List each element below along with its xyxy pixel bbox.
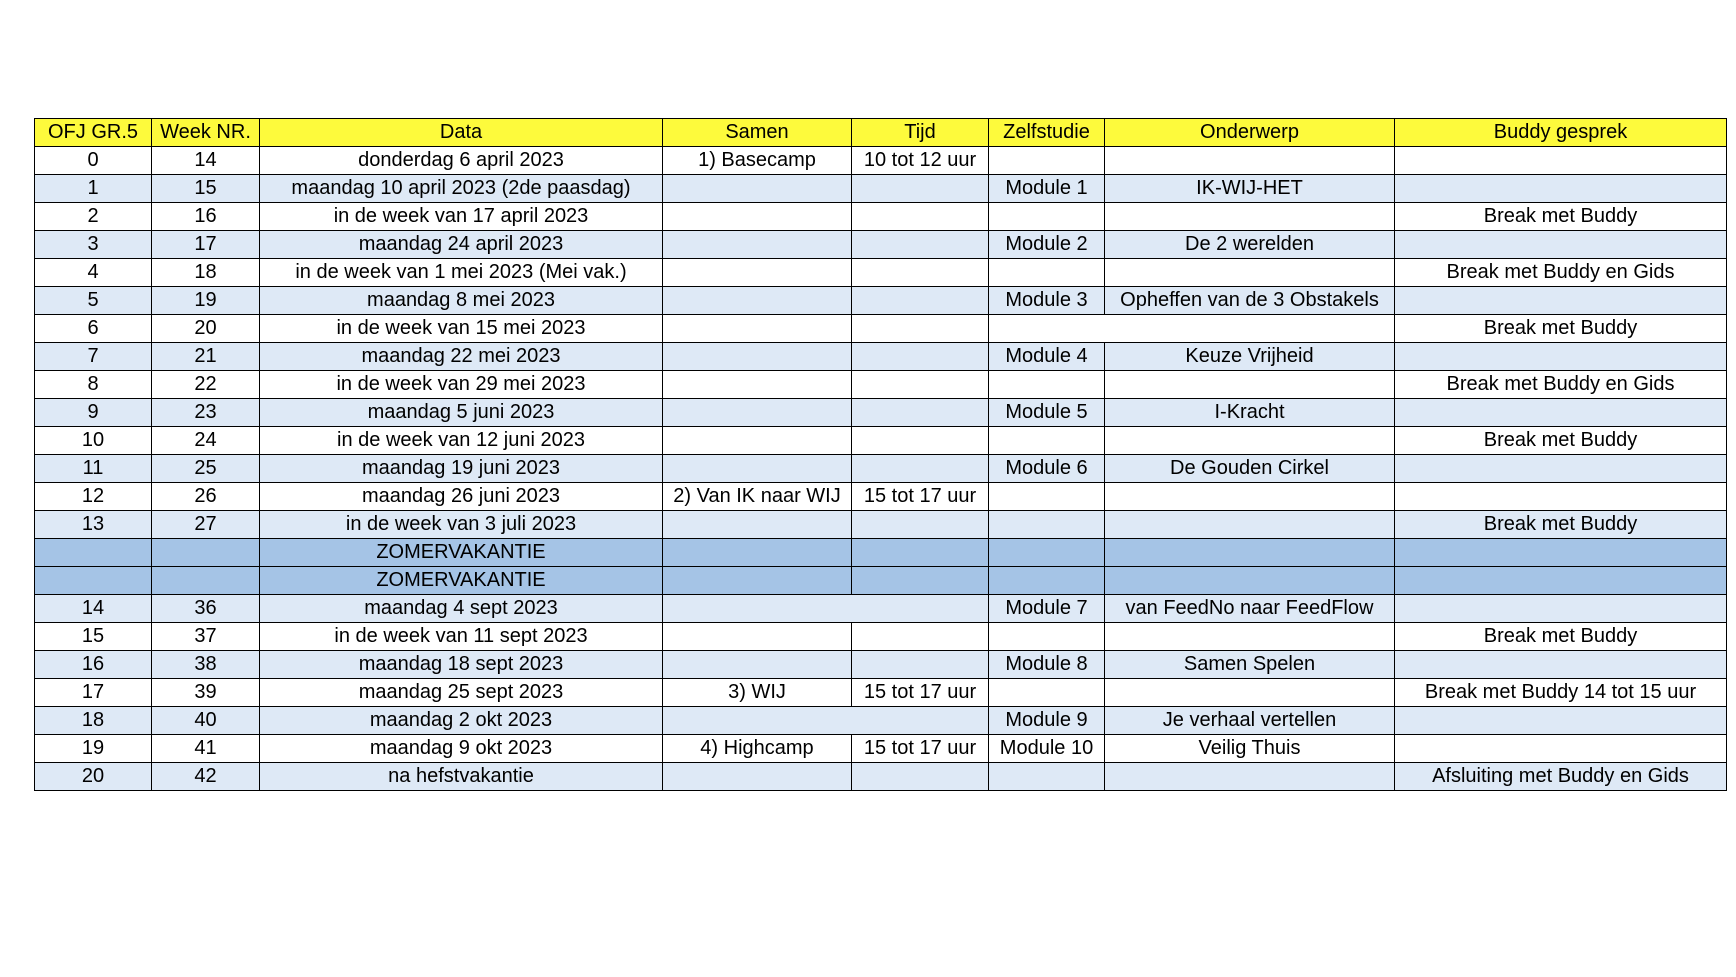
cell-ofj: 8 — [35, 371, 152, 399]
cell-buddy — [1395, 399, 1727, 427]
cell-samen — [663, 315, 852, 343]
cell-data: maandag 5 juni 2023 — [260, 399, 663, 427]
table-body — [35, 147, 1727, 791]
cell-buddy — [1395, 175, 1727, 203]
header-data: Data — [260, 119, 663, 147]
cell-samen — [663, 427, 852, 455]
cell-onderwerp — [1105, 623, 1395, 651]
cell-week: 37 — [152, 623, 260, 651]
cell-onderwerp: Samen Spelen — [1105, 651, 1395, 679]
cell-buddy: Break met Buddy — [1395, 511, 1727, 539]
cell-week: 39 — [152, 679, 260, 707]
cell-samen: 3) WIJ — [663, 679, 852, 707]
table-row — [35, 679, 1727, 707]
table-row — [35, 539, 1727, 567]
cell-week: 20 — [152, 315, 260, 343]
cell-zelfstudie: Module 8 — [989, 651, 1105, 679]
cell-ofj: 15 — [35, 623, 152, 651]
cell-samen — [663, 455, 852, 483]
cell-zelfstudie — [989, 315, 1395, 343]
cell-samen — [663, 399, 852, 427]
cell-onderwerp — [1105, 427, 1395, 455]
cell-samen: 4) Highcamp — [663, 735, 852, 763]
cell-week: 42 — [152, 763, 260, 791]
cell-samen — [663, 259, 852, 287]
table-row — [35, 483, 1727, 511]
table-row — [35, 735, 1727, 763]
cell-samen: 1) Basecamp — [663, 147, 852, 175]
table-row — [35, 315, 1727, 343]
cell-data: ZOMERVAKANTIE — [260, 539, 663, 567]
cell-data: maandag 19 juni 2023 — [260, 455, 663, 483]
cell-samen — [663, 511, 852, 539]
cell-data: ZOMERVAKANTIE — [260, 567, 663, 595]
cell-zelfstudie — [989, 567, 1105, 595]
table-row — [35, 203, 1727, 231]
cell-onderwerp: De 2 werelden — [1105, 231, 1395, 259]
cell-week: 27 — [152, 511, 260, 539]
cell-data: maandag 8 mei 2023 — [260, 287, 663, 315]
cell-data: maandag 26 juni 2023 — [260, 483, 663, 511]
cell-week: 14 — [152, 147, 260, 175]
cell-tijd — [852, 231, 989, 259]
cell-samen — [663, 567, 852, 595]
table-row — [35, 595, 1727, 623]
table-row — [35, 511, 1727, 539]
cell-samen — [663, 595, 989, 623]
cell-week — [152, 567, 260, 595]
cell-onderwerp — [1105, 763, 1395, 791]
cell-buddy — [1395, 287, 1727, 315]
cell-zelfstudie — [989, 203, 1105, 231]
cell-onderwerp — [1105, 259, 1395, 287]
cell-data: maandag 10 april 2023 (2de paasdag) — [260, 175, 663, 203]
cell-tijd — [852, 399, 989, 427]
cell-buddy — [1395, 455, 1727, 483]
cell-data: maandag 25 sept 2023 — [260, 679, 663, 707]
cell-tijd — [852, 455, 989, 483]
cell-tijd — [852, 763, 989, 791]
cell-zelfstudie — [989, 427, 1105, 455]
cell-data: na hefstvakantie — [260, 763, 663, 791]
cell-data: in de week van 3 juli 2023 — [260, 511, 663, 539]
cell-week: 36 — [152, 595, 260, 623]
cell-zelfstudie: Module 3 — [989, 287, 1105, 315]
cell-ofj: 0 — [35, 147, 152, 175]
cell-tijd: 15 tot 17 uur — [852, 679, 989, 707]
cell-samen — [663, 623, 852, 651]
header-onderwerp: Onderwerp — [1105, 119, 1395, 147]
cell-week: 21 — [152, 343, 260, 371]
cell-data: in de week van 15 mei 2023 — [260, 315, 663, 343]
cell-samen — [663, 651, 852, 679]
cell-tijd: 15 tot 17 uur — [852, 735, 989, 763]
cell-onderwerp: Opheffen van de 3 Obstakels — [1105, 287, 1395, 315]
cell-tijd — [852, 259, 989, 287]
cell-onderwerp — [1105, 539, 1395, 567]
cell-week: 41 — [152, 735, 260, 763]
schedule-table — [34, 118, 1727, 791]
cell-onderwerp — [1105, 203, 1395, 231]
cell-ofj: 20 — [35, 763, 152, 791]
cell-onderwerp: Veilig Thuis — [1105, 735, 1395, 763]
cell-samen — [663, 539, 852, 567]
cell-ofj: 19 — [35, 735, 152, 763]
cell-tijd — [852, 511, 989, 539]
cell-zelfstudie — [989, 483, 1105, 511]
cell-week — [152, 539, 260, 567]
cell-buddy: Break met Buddy en Gids — [1395, 259, 1727, 287]
header-ofj-gr5: OFJ GR.5 — [35, 119, 152, 147]
cell-ofj: 7 — [35, 343, 152, 371]
cell-onderwerp: IK-WIJ-HET — [1105, 175, 1395, 203]
cell-ofj: 2 — [35, 203, 152, 231]
cell-buddy: Afsluiting met Buddy en Gids — [1395, 763, 1727, 791]
table-row — [35, 567, 1727, 595]
cell-samen — [663, 175, 852, 203]
cell-onderwerp — [1105, 147, 1395, 175]
cell-tijd — [852, 315, 989, 343]
cell-data: maandag 4 sept 2023 — [260, 595, 663, 623]
cell-week: 25 — [152, 455, 260, 483]
cell-tijd — [852, 427, 989, 455]
cell-samen — [663, 231, 852, 259]
cell-ofj: 9 — [35, 399, 152, 427]
cell-zelfstudie — [989, 763, 1105, 791]
cell-buddy — [1395, 567, 1727, 595]
cell-buddy: Break met Buddy 14 tot 15 uur — [1395, 679, 1727, 707]
table-row — [35, 763, 1727, 791]
cell-onderwerp: De Gouden Cirkel — [1105, 455, 1395, 483]
cell-samen — [663, 287, 852, 315]
table-row — [35, 147, 1727, 175]
cell-ofj: 1 — [35, 175, 152, 203]
cell-samen: 2) Van IK naar WIJ — [663, 483, 852, 511]
cell-zelfstudie: Module 9 — [989, 707, 1105, 735]
header-zelfstudie: Zelfstudie — [989, 119, 1105, 147]
cell-onderwerp — [1105, 567, 1395, 595]
header-row — [35, 119, 1727, 147]
cell-ofj: 16 — [35, 651, 152, 679]
cell-samen — [663, 763, 852, 791]
cell-buddy — [1395, 651, 1727, 679]
cell-ofj — [35, 539, 152, 567]
cell-zelfstudie — [989, 679, 1105, 707]
cell-ofj: 11 — [35, 455, 152, 483]
table-row — [35, 427, 1727, 455]
cell-zelfstudie: Module 5 — [989, 399, 1105, 427]
cell-tijd — [852, 567, 989, 595]
cell-week: 19 — [152, 287, 260, 315]
cell-buddy — [1395, 595, 1727, 623]
cell-zelfstudie: Module 6 — [989, 455, 1105, 483]
table-row — [35, 399, 1727, 427]
cell-data: donderdag 6 april 2023 — [260, 147, 663, 175]
table-row — [35, 343, 1727, 371]
header-buddy-gesprek: Buddy gesprek — [1395, 119, 1727, 147]
cell-buddy: Break met Buddy — [1395, 623, 1727, 651]
cell-buddy — [1395, 735, 1727, 763]
cell-tijd — [852, 175, 989, 203]
cell-zelfstudie — [989, 371, 1105, 399]
cell-tijd: 15 tot 17 uur — [852, 483, 989, 511]
cell-week: 24 — [152, 427, 260, 455]
cell-data: in de week van 11 sept 2023 — [260, 623, 663, 651]
table-row — [35, 231, 1727, 259]
cell-onderwerp — [1105, 679, 1395, 707]
cell-data: maandag 9 okt 2023 — [260, 735, 663, 763]
cell-samen — [663, 707, 989, 735]
cell-week: 17 — [152, 231, 260, 259]
table-row — [35, 651, 1727, 679]
table-row — [35, 259, 1727, 287]
cell-week: 16 — [152, 203, 260, 231]
cell-week: 22 — [152, 371, 260, 399]
cell-tijd — [852, 539, 989, 567]
cell-zelfstudie — [989, 539, 1105, 567]
cell-week: 18 — [152, 259, 260, 287]
cell-ofj: 10 — [35, 427, 152, 455]
cell-week: 15 — [152, 175, 260, 203]
cell-data: in de week van 1 mei 2023 (Mei vak.) — [260, 259, 663, 287]
cell-zelfstudie — [989, 623, 1105, 651]
cell-buddy: Break met Buddy — [1395, 315, 1727, 343]
cell-zelfstudie: Module 4 — [989, 343, 1105, 371]
cell-zelfstudie — [989, 259, 1105, 287]
table-row — [35, 175, 1727, 203]
cell-buddy: Break met Buddy en Gids — [1395, 371, 1727, 399]
cell-buddy — [1395, 483, 1727, 511]
cell-zelfstudie: Module 1 — [989, 175, 1105, 203]
table-row — [35, 287, 1727, 315]
header-tijd: Tijd — [852, 119, 989, 147]
cell-week: 38 — [152, 651, 260, 679]
cell-ofj: 5 — [35, 287, 152, 315]
cell-onderwerp: Keuze Vrijheid — [1105, 343, 1395, 371]
cell-tijd — [852, 651, 989, 679]
cell-buddy — [1395, 707, 1727, 735]
cell-data: maandag 22 mei 2023 — [260, 343, 663, 371]
cell-samen — [663, 203, 852, 231]
cell-ofj: 6 — [35, 315, 152, 343]
cell-week: 26 — [152, 483, 260, 511]
cell-buddy — [1395, 231, 1727, 259]
cell-zelfstudie — [989, 511, 1105, 539]
cell-ofj: 18 — [35, 707, 152, 735]
cell-data: in de week van 29 mei 2023 — [260, 371, 663, 399]
table-row — [35, 707, 1727, 735]
cell-buddy — [1395, 343, 1727, 371]
cell-tijd — [852, 371, 989, 399]
cell-zelfstudie: Module 7 — [989, 595, 1105, 623]
cell-tijd — [852, 343, 989, 371]
header-week-nr: Week NR. — [152, 119, 260, 147]
cell-samen — [663, 343, 852, 371]
cell-data: maandag 24 april 2023 — [260, 231, 663, 259]
cell-week: 40 — [152, 707, 260, 735]
cell-tijd — [852, 287, 989, 315]
cell-buddy — [1395, 539, 1727, 567]
cell-data: in de week van 17 april 2023 — [260, 203, 663, 231]
cell-zelfstudie — [989, 147, 1105, 175]
cell-buddy: Break met Buddy — [1395, 203, 1727, 231]
cell-onderwerp: van FeedNo naar FeedFlow — [1105, 595, 1395, 623]
table-row — [35, 455, 1727, 483]
cell-buddy: Break met Buddy — [1395, 427, 1727, 455]
header-samen: Samen — [663, 119, 852, 147]
table-row — [35, 623, 1727, 651]
cell-ofj: 17 — [35, 679, 152, 707]
cell-ofj: 12 — [35, 483, 152, 511]
cell-ofj: 13 — [35, 511, 152, 539]
cell-buddy — [1395, 147, 1727, 175]
cell-data: maandag 18 sept 2023 — [260, 651, 663, 679]
cell-tijd — [852, 203, 989, 231]
cell-zelfstudie: Module 2 — [989, 231, 1105, 259]
cell-ofj: 3 — [35, 231, 152, 259]
cell-data: in de week van 12 juni 2023 — [260, 427, 663, 455]
cell-week: 23 — [152, 399, 260, 427]
cell-onderwerp: Je verhaal vertellen — [1105, 707, 1395, 735]
cell-zelfstudie: Module 10 — [989, 735, 1105, 763]
cell-data: maandag 2 okt 2023 — [260, 707, 663, 735]
cell-ofj — [35, 567, 152, 595]
cell-onderwerp — [1105, 483, 1395, 511]
cell-samen — [663, 371, 852, 399]
cell-ofj: 14 — [35, 595, 152, 623]
cell-onderwerp: I-Kracht — [1105, 399, 1395, 427]
cell-tijd: 10 tot 12 uur — [852, 147, 989, 175]
cell-tijd — [852, 623, 989, 651]
cell-onderwerp — [1105, 371, 1395, 399]
cell-ofj: 4 — [35, 259, 152, 287]
cell-onderwerp — [1105, 511, 1395, 539]
table-row — [35, 371, 1727, 399]
